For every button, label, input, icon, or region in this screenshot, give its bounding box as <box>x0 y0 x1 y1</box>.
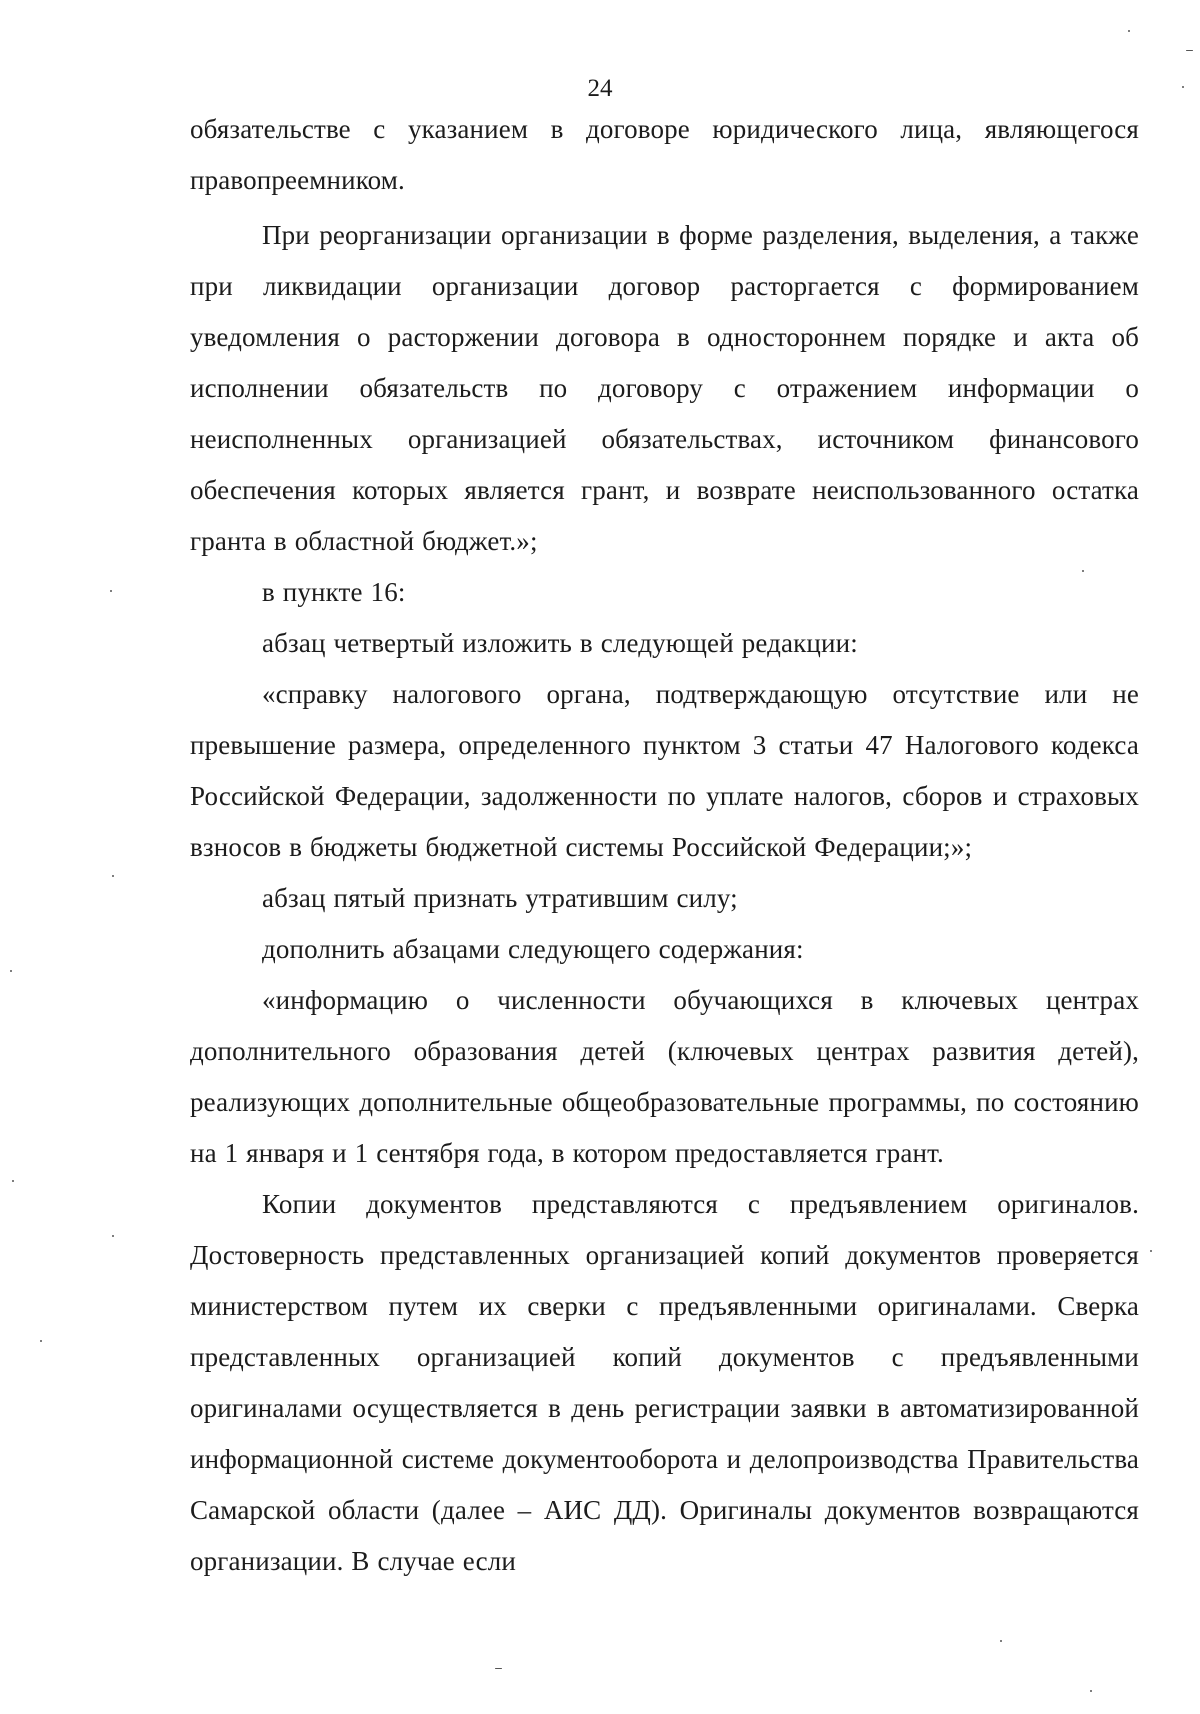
paragraph-add-abzacs: дополнить абзацами следующего содержания: <box>262 934 804 964</box>
page-number: 24 <box>587 75 613 102</box>
paragraph-reorganization: При реорганизации организации в форме разделения, выделения, а также при ликвидации организации договор расторгается с формированием уведомления о расторжении договора в одностороннем порядке и акта об исполнении обязательств по договору с отражением информации о неисполненных организацией обязательствах, источником финансового обеспечения которых является грант, и возврате неиспользованного остатка гранта в областной бюджет.»; <box>190 220 1139 556</box>
paragraph-continuation: обязательстве с указанием в договоре юридического лица, являющегося правопреемником. <box>190 114 1139 195</box>
scan-speck <box>110 590 112 592</box>
document-body <box>190 104 1139 1587</box>
scan-speck <box>1128 30 1130 32</box>
scan-speck <box>12 1180 14 1182</box>
scan-speck <box>40 1340 42 1342</box>
scan-speck <box>1000 1640 1002 1642</box>
scan-speck <box>1186 50 1193 51</box>
paragraph-abzac-4: абзац четвертый изложить в следующей редакции: <box>262 628 858 658</box>
scan-speck <box>1090 1690 1092 1692</box>
scan-speck <box>112 1235 114 1237</box>
scan-speck <box>10 970 12 972</box>
paragraph-tax-certificate: «справку налогового органа, подтверждающую отсутствие или не превышение размера, определенного пунктом 3 статьи 47 Налогового кодекса Российской Федерации, задолженности по уплате налогов, сборов и страховых взносов в бюджеты бюджетной системы Российской Федерации;»; <box>190 679 1139 862</box>
paragraph-students-info: «информацию о численности обучающихся в ключевых центрах дополнительного образования детей (ключевых центрах развития детей), реализующих дополнительные общеобразовательные программы, по состоянию на 1 января и 1 сентября года, в котором предоставляется грант. <box>190 985 1139 1168</box>
scan-speck <box>112 875 114 877</box>
scan-speck <box>1182 86 1184 88</box>
paragraph-abzac-5: абзац пятый признать утратившим силу; <box>262 883 738 913</box>
paragraph-point-16: в пункте 16: <box>262 577 406 607</box>
scan-speck <box>495 1668 502 1669</box>
paragraph-document-copies: Копии документов представляются с предъявлением оригиналов. Достоверность представленных организацией копий документов проверяется министерством путем их сверки с предъявленными оригиналами. Сверка представленных организацией копий документов с предъявленными оригиналами осуществляется в день регистрации заявки в автоматизированной информационной системе документооборота и делопроизводства Правительства Самарской области (далее – АИС ДД). Оригиналы документов возвращаются организации. В случае если <box>190 1189 1139 1576</box>
scan-speck <box>1082 570 1084 572</box>
scan-speck <box>1150 1250 1152 1252</box>
